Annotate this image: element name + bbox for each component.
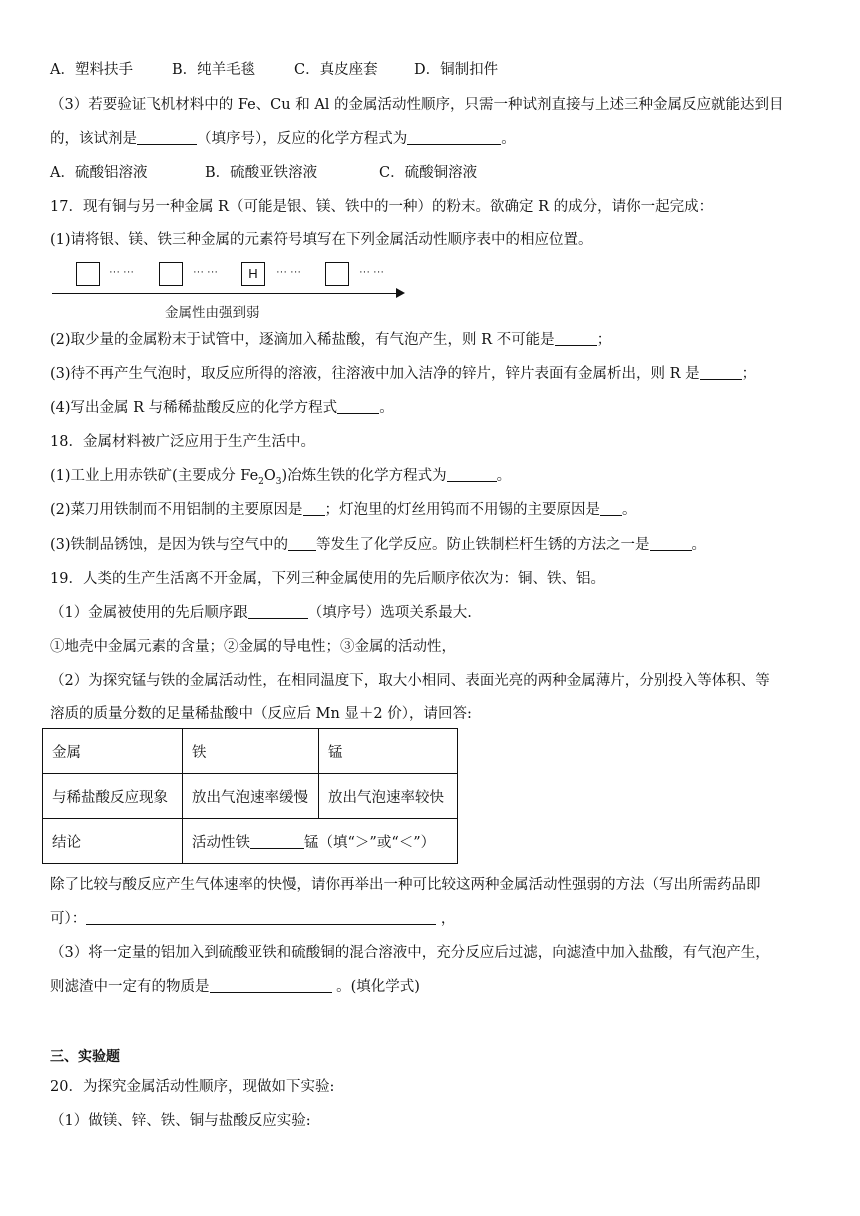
q19-part3-end: 。(填化学式) [331,979,420,995]
q19-part3-text: 则滤渣中一定有的物质是 [50,979,210,995]
conclusion-text-b: 锰（填“＞”或“＜”） [304,834,436,851]
q19-part1-text: （1）金属被使用的先后顺序跟 [50,605,248,621]
q20-part1: （1）做镁、锌、铁、铜与盐酸反应实验: [50,1113,311,1129]
q16-3-blank-1 [137,130,197,145]
q17-stem: 17．现有铜与另一种金属 R（可能是银、镁、铁中的一种）的粉末。欲确定 R 的成分，请你一起完成： [50,199,714,215]
q16-option-b: B．纯羊毛毯 [172,62,256,78]
q20-stem: 20．为探究金属活动性顺序，现做如下实验: [50,1079,335,1095]
q18-part3-text: (3)铁制品锈蚀，是因为铁与空气中的 [50,537,289,553]
table-cell: 放出气泡速率缓慢 [183,774,319,819]
conclusion-text-a: 活动性铁 [192,834,250,851]
q16-3-text-b: （填序号），反应的化学方程式为 [197,131,408,147]
conclusion-blank [250,834,304,849]
q19-after-text: 可）： [50,911,87,927]
subscript-3: 3 [275,476,282,487]
diagram-caption: 金属性由强到弱 [165,305,260,321]
q18-part2 [50,500,637,520]
q17-part4-text: (4)写出金属 R 与稀稀盐酸反应的化学方程式 [50,400,338,416]
comparison-table [42,728,458,864]
q17-part4-blank [337,399,379,414]
q19-part2-line1: （2）为探究锰与铁的金属活动性，在相同温度下，取大小相同、表面光亮的两种金属薄片，分别投入等体积、等 [50,673,770,689]
arrow-head-icon [396,288,405,298]
q18-part3-blank-2 [650,536,692,551]
dots-4: ··· ··· [359,266,385,278]
blank-box-3 [325,262,349,286]
q17-part3-end: ； [741,366,757,382]
q18-part1-text: (1)工业上用赤铁矿(主要成分 Fe [50,468,259,484]
oxygen-symbol: O [263,468,276,484]
dots-3: ··· ··· [276,266,302,278]
q16-3-text-c: 。 [501,131,516,147]
table-cell: 放出气泡速率较快 [319,774,458,819]
q17-part4-end: 。 [379,400,394,416]
q18-part1 [50,466,511,492]
q18-part3 [50,535,706,555]
q19-part1 [50,603,472,623]
q17-part2 [50,330,611,350]
blank-box-2 [159,262,183,286]
q16-option-a: A．塑料扶手 [50,62,133,78]
q18-part3-text-b: 等发生了化学反应。防止铁制栏杆生锈的方法之一是 [316,537,650,553]
q16-3-text-a: 的，该试剂是 [50,131,137,147]
q16-option-c: C．真皮座套 [294,62,378,78]
q16-option-d: D．铜制扣件 [414,62,499,78]
q17-part3 [50,364,756,384]
q16-3-option-b: B．硫酸亚铁溶液 [205,165,318,181]
table-cell-conclusion [183,819,458,864]
q18-part3-end: 。 [691,537,707,553]
q18-part1-text-b: )冶炼生铁的化学方程式为 [281,468,447,484]
q16-3-option-a: A．硫酸铝溶液 [50,165,148,181]
q18-stem: 18．金属材料被广泛应用于生产生活中。 [50,434,315,450]
q18-part2-text-b: ；灯泡里的灯丝用钨而不用锡的主要原因是 [324,502,601,518]
q19-after-line1: 除了比较与酸反应产生气体速率的快慢，请你再举出一种可比较这两种金属活动性强弱的方法（写出所需药品即 [50,877,761,893]
q19-part3-line1: （3）将一定量的铝加入到硫酸亚铁和硫酸铜的混合溶液中，充分反应后过滤，向滤渣中加入盐酸，有气泡产生， [50,945,770,961]
q18-part1-end: 。 [496,468,512,484]
arrow-line [52,293,398,294]
q18-part1-blank [447,467,497,482]
q16-3-blank-2 [407,130,501,145]
subscript-2: 2 [258,476,264,487]
q16-3-line1: （3）若要验证飞机材料中的 Fe、Cu 和 Al 的金属活动性顺序，只需一种试剂直接与上述三种金属反应就能达到目 [50,97,784,113]
q17-part4 [50,398,394,418]
table-row [43,774,458,819]
q19-part1-end: （填序号）选项关系最大. [307,605,472,621]
table-row [43,819,458,864]
dots-1: ··· ··· [109,266,135,278]
q19-after-end: ， [436,911,456,927]
q16-options [50,60,498,80]
table-cell: 金属 [43,729,183,774]
q18-part2-blank-1 [303,501,325,516]
blank-box-1 [76,262,100,286]
q19-part1-options: ①地壳中金属元素的含量；②金属的导电性；③金属的活动性， [50,639,456,655]
q17-part2-end: ； [596,332,612,348]
q18-part3-blank-1 [288,536,316,551]
table-row [43,729,458,774]
q18-part2-blank-2 [600,501,622,516]
dots-2: ··· ··· [193,266,219,278]
q19-part2-line2: 溶质的质量分数的足量稀盐酸中（反应后 Mn 显＋2 价），请回答: [50,706,472,722]
table-cell: 结论 [43,819,183,864]
q16-3-line2 [50,129,516,149]
q19-part3-blank [210,978,332,993]
q19-stem: 19．人类的生产生活离不开金属，下列三种金属使用的先后顺序依次为：铜、铁、铝。 [50,571,605,587]
q17-part1: (1)请将银、镁、铁三种金属的元素符号填写在下列金属活动性顺序表中的相应位置。 [50,232,593,248]
table-cell: 铁 [183,729,319,774]
table-cell: 锰 [319,729,458,774]
q18-part2-end: 。 [622,502,637,518]
table-cell: 与稀盐酸反应现象 [43,774,183,819]
q19-after-blank [86,910,436,925]
q17-part2-text: (2)取少量的金属粉末于试管中，逐滴加入稀盐酸，有气泡产生，则 R 不可能是 [50,332,555,348]
hydrogen-box: H [241,262,265,286]
q17-part3-blank [700,365,742,380]
section-title: 三、实验题 [50,1049,120,1065]
q17-part3-text: (3)待不再产生气泡时，取反应所得的溶液，往溶液中加入洁净的锌片，锌片表面有金属析出，则 R 是 [50,366,700,382]
q18-part2-text: (2)菜刀用铁制而不用铝制的主要原因是 [50,502,303,518]
q17-part2-blank [555,331,597,346]
q16-3-option-c: C．硫酸铜溶液 [379,165,478,181]
q16-3-options [50,163,477,183]
q19-part3-line2 [50,977,420,997]
q19-after-line2 [50,909,455,929]
q19-part1-blank [248,604,308,619]
